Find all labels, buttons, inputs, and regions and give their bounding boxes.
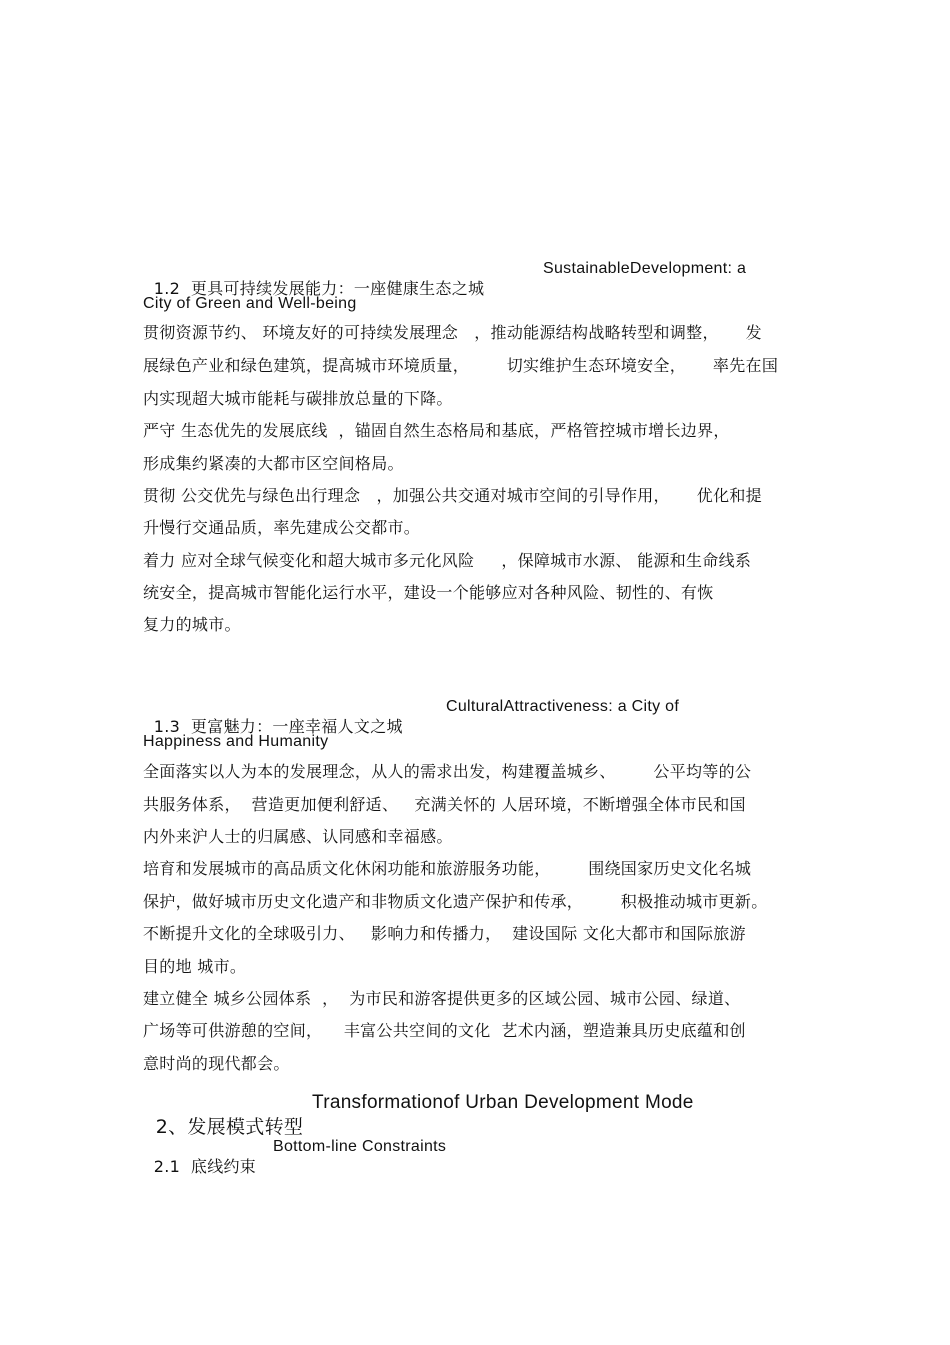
paragraph-line: 着力 应对全球气候变化和超大城市多元化风险 ，保障城市水源、 能源和生命线系 (143, 551, 752, 570)
section-2-1-heading (143, 1137, 447, 1197)
paragraph-line: 统安全，提高城市智能化运行水平，建设一个能够应对各种风险、韧性的、有恢 (143, 583, 714, 602)
section-1-2-heading-en: SustainableDevelopment: a (543, 260, 747, 277)
section-1-2-heading-cn: 1.2 更具可持续发展能力：一座健康生态之城 (153, 279, 485, 298)
paragraph-line: 贯彻资源节约、 环境友好的可持续发展理念 ，推动能源结构战略转型和调整， 发 (143, 323, 762, 342)
paragraph-line: 不断提升文化的全球吸引力、 影响力和传播力， 建设国际 文化大都市和国际旅游 (143, 924, 746, 943)
section-2-heading-en: Transformationof Urban Development Mode (312, 1092, 694, 1113)
paragraph-line: 升慢行交通品质，率先建成公交都市。 (143, 518, 421, 537)
paragraph-line: 严守 生态优先的发展底线 ，锚固自然生态格局和基底，严格管控城市增长边界， (143, 421, 730, 440)
section-2-heading-cn: 2、发展模式转型 (155, 1116, 304, 1138)
section-2-1-heading-en: Bottom-line Constraints (273, 1138, 447, 1155)
paragraph-line: 复力的城市。 (143, 615, 241, 634)
paragraph-line: 建立健全 城乡公园体系 ， 为市民和游客提供更多的区域公园、城市公园、绿道、 (143, 989, 741, 1008)
paragraph-line: 目的地 城市。 (143, 957, 247, 976)
section-1-3-heading-cn: 1.3 更富魅力：一座幸福人文之城 (153, 717, 403, 736)
paragraph-line: 共服务体系， 营造更加便利舒适、 充满关怀的 人居环境，不断增强全体市民和国 (143, 795, 746, 814)
paragraph-line: 形成集约紧凑的大都市区空间格局。 (143, 454, 404, 473)
paragraph-line: 全面落实以人为本的发展理念，从人的需求出发，构建覆盖城乡、 公平均等的公 (143, 762, 752, 781)
paragraph-line: 培育和发展城市的高品质文化休闲功能和旅游服务功能， 围绕国家历史文化名城 (143, 859, 752, 878)
section-1-3-heading-en-cont: Happiness and Humanity (143, 733, 329, 750)
paragraph-line: 内外来沪人士的归属感、认同感和幸福感。 (143, 827, 453, 846)
section-1-3-heading-en: CulturalAttractiveness: a City of (446, 698, 680, 715)
paragraph-line: 内实现超大城市能耗与碳排放总量的下降。 (143, 389, 453, 408)
section-2-1-heading-cn: 2.1 底线约束 (153, 1157, 257, 1176)
paragraph-line: 保护，做好城市历史文化遗产和非物质文化遗产保护和传承， 积极推动城市更新。 (143, 892, 768, 911)
paragraph-line: 意时尚的现代都会。 (143, 1054, 290, 1073)
paragraph-line: 贯彻 公交优先与绿色出行理念 ，加强公共交通对城市空间的引导作用， 优化和提 (143, 486, 762, 505)
paragraph-line: 展绿色产业和绿色建筑，提高城市环境质量， 切实维护生态环境安全， 率先在国 (143, 356, 779, 375)
paragraph-line: 广场等可供游憩的空间， 丰富公共空间的文化 艺术内涵，塑造兼具历史底蕴和创 (143, 1021, 746, 1040)
section-1-2-heading-en-cont: City of Green and Well-being (143, 295, 357, 312)
